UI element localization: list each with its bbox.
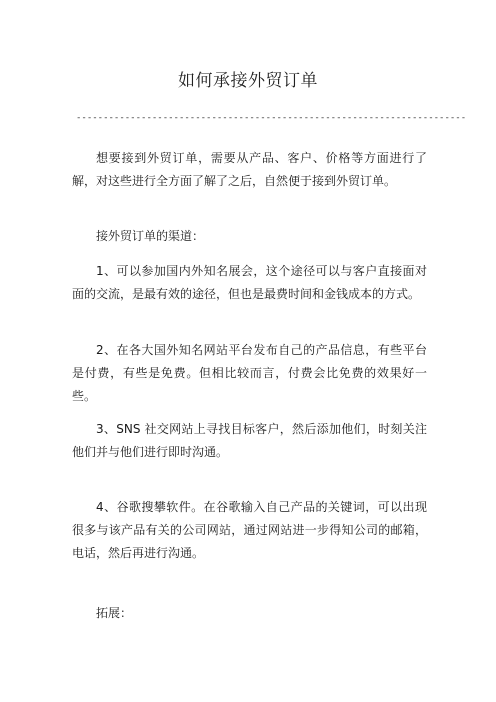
paragraph-item-2: 2、在各大国外知名网站平台发布自己的产品信息，有些平台是付费，有些是免费。但相比较而言，付费会比免费的效果好一些。 [72,343,427,403]
paragraph-item-1: 1、可以参加国内外知名展会，这个途径可以与客户直接面对面的交流，是最有效的途径，但也是最费时间和金钱成本的方式。 [72,264,427,301]
document-title: 如何承接外贸订单 [178,71,318,91]
paragraph-extension-heading: 拓展： [96,606,133,620]
dashed-divider: ------------------------------------------------------------------------ [76,113,467,123]
paragraph-item-3: 3、SNS 社交网站上寻找目标客户，然后添加他们，时刻关注他们并与他们进行即时沟通。 [72,422,427,459]
paragraph-channels-heading: 接外贸订单的渠道： [96,229,205,243]
paragraph-item-4: 4、谷歌搜攀软件。在谷歌输入自己产品的关键词，可以出现很多与该产品有关的公司网站，通过网站进一步得知公司的邮箱，电话，然后再进行沟通。 [72,500,427,560]
paragraph-intro: 想要接到外贸订单，需要从产品、客户、价格等方面进行了解，对这些进行全方面了解了之后，自然便于接到外贸订单。 [72,151,427,188]
